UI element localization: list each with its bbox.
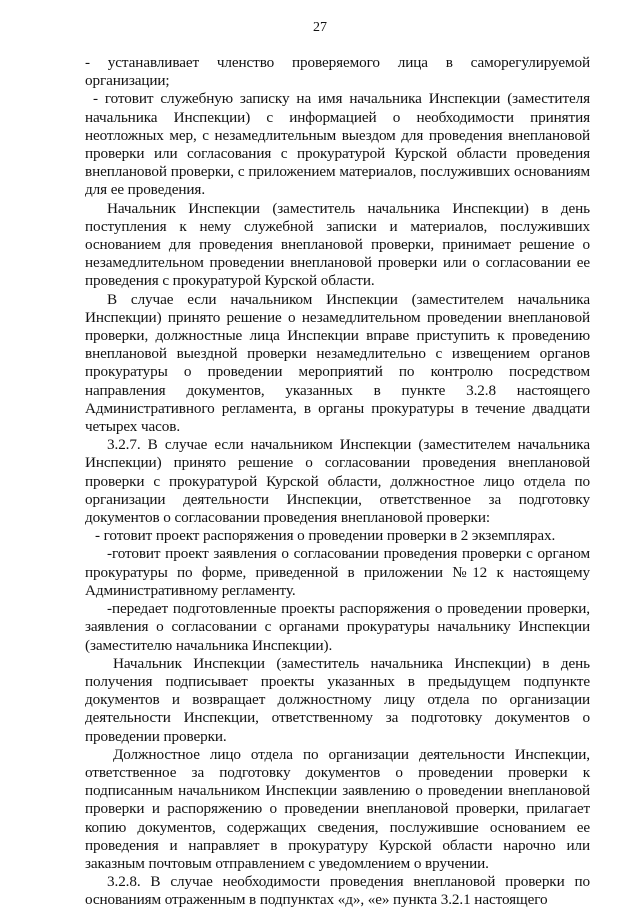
paragraph-transfer-drafts: -передает подготовленные проекты распоряжения о проведении проверки, заявления о согласовании с органами прокуратуры начальнику Инспекции (заместителю начальника Инспекции).	[85, 600, 590, 654]
paragraph-official-sends: Должностное лицо отдела по организации деятельности Инспекции, ответственное за подготовку документов о проведении проверки к подписанным начальником Инспекции заявлению о проведении внеплановой проверки и распоряжению о проведении внеплановой проверки, прилагает копию документов, содержащих сведения, послужившие основанием ее проведения и направляет в прокуратуру Курской области нарочно или заказным почтовым отправлением с уведомлением о вручении.	[85, 745, 590, 872]
document-body	[85, 54, 590, 910]
paragraph-head-signs: Начальник Инспекции (заместитель начальника Инспекции) в день получения подписывает проекты указанных в предыдущем подпункте документов и возвращает должностному лицу отдела по организации деятельности Инспекции, ответственному за подготовку документов о проведении проверки.	[85, 654, 590, 745]
paragraph-draft-order: - готовит проект распоряжения о проведении проверки в 2 экземплярах.	[95, 527, 556, 545]
paragraph-3-2-7: 3.2.7. В случае если начальником Инспекции (заместителем начальника Инспекции) принято решение о согласовании проведения внеплановой проверки с прокуратурой Курской области, должностное лицо отдела по организации деятельности Инспекции, ответственное за подготовку документов о согласовании проведения внеплановой проверки:	[85, 436, 590, 527]
paragraph-immediate-inspection: В случае если начальником Инспекции (заместителем начальника Инспекции) принято решение о незамедлительном проведении внеплановой проверки, должностные лица Инспекции вправе приступить к проведению внеплановой выездной проверки незамедлительно с извещением органов прокуратуры о проведении мероприятий по контролю посредством направления документов, указанных в пункте 3.2.8 настоящего Административного регламента, в органы прокуратуры в течение двадцати четырех часов.	[85, 290, 590, 436]
paragraph-membership: - устанавливает членство проверяемого лица в саморегулируемой организации;	[85, 54, 590, 90]
paragraph-draft-application: -готовит проект заявления о согласовании проведения проверки с органом прокуратуры по форме, приведенной в приложении №12 к настоящему Административному регламенту.	[85, 545, 590, 599]
paragraph-3-2-8: 3.2.8. В случае необходимости проведения внеплановой проверки по основаниям отраженным в подпунктах «д», «е» пункта 3.2.1 настоящего	[85, 873, 590, 909]
page-number: 27	[313, 20, 327, 35]
paragraph-head-decision: Начальник Инспекции (заместитель начальника Инспекции) в день поступления к нему служебной записки и материалов, послуживших основанием для проведения внеплановой проверки, принимает решение о незамедлительном проведении внеплановой проверки или о согласовании ее проведения с прокуратурой Курской области.	[85, 199, 590, 290]
paragraph-memo: - готовит служебную записку на имя начальника Инспекции (заместителя начальника Инспекции) с информацией о необходимости принятия неотложных мер, с незамедлительным выездом для проведения внеплановой проверки или согласования с прокуратурой Курской области проведения внеплановой проверки, с приложением материалов, послуживших основаниям для ее проведения.	[85, 90, 590, 199]
